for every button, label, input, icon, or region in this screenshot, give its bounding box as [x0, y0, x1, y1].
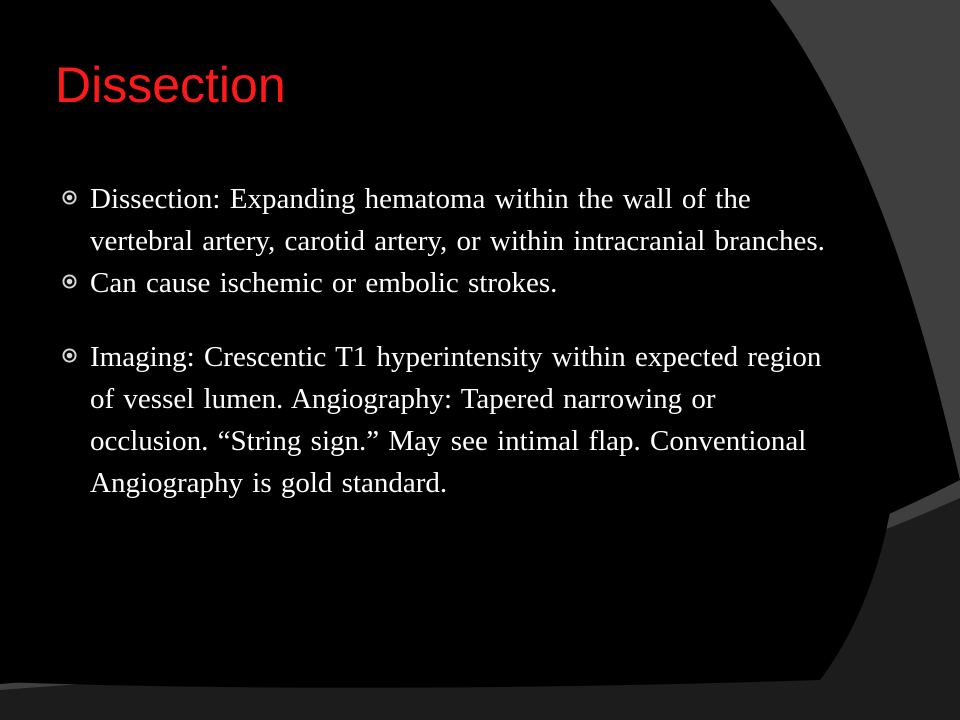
bullet-list: [60, 178, 830, 504]
bullet-item-strokes: [60, 262, 830, 304]
circled-dot-bullet-icon: [62, 348, 77, 363]
bullet-text: Can cause ischemic or embolic strokes.: [90, 267, 558, 299]
bullet-text: Imaging: Crescentic T1 hyperintensity within expected region of vessel lumen. Angiography: Tapered narrowing or occlusion. “String sign.” May see intimal flap. Conventional Angiography is gold standard.: [90, 341, 822, 499]
slide-title: Dissection: [55, 57, 286, 113]
bullet-item-dissection: [60, 178, 830, 262]
bullet-text: Dissection: Expanding hematoma within the wall of the vertebral artery, carotid artery, or within intracranial branches.: [90, 183, 825, 257]
circled-dot-bullet-icon: [62, 190, 77, 205]
circled-dot-bullet-icon: [62, 274, 77, 289]
bullet-item-imaging: [60, 336, 830, 504]
